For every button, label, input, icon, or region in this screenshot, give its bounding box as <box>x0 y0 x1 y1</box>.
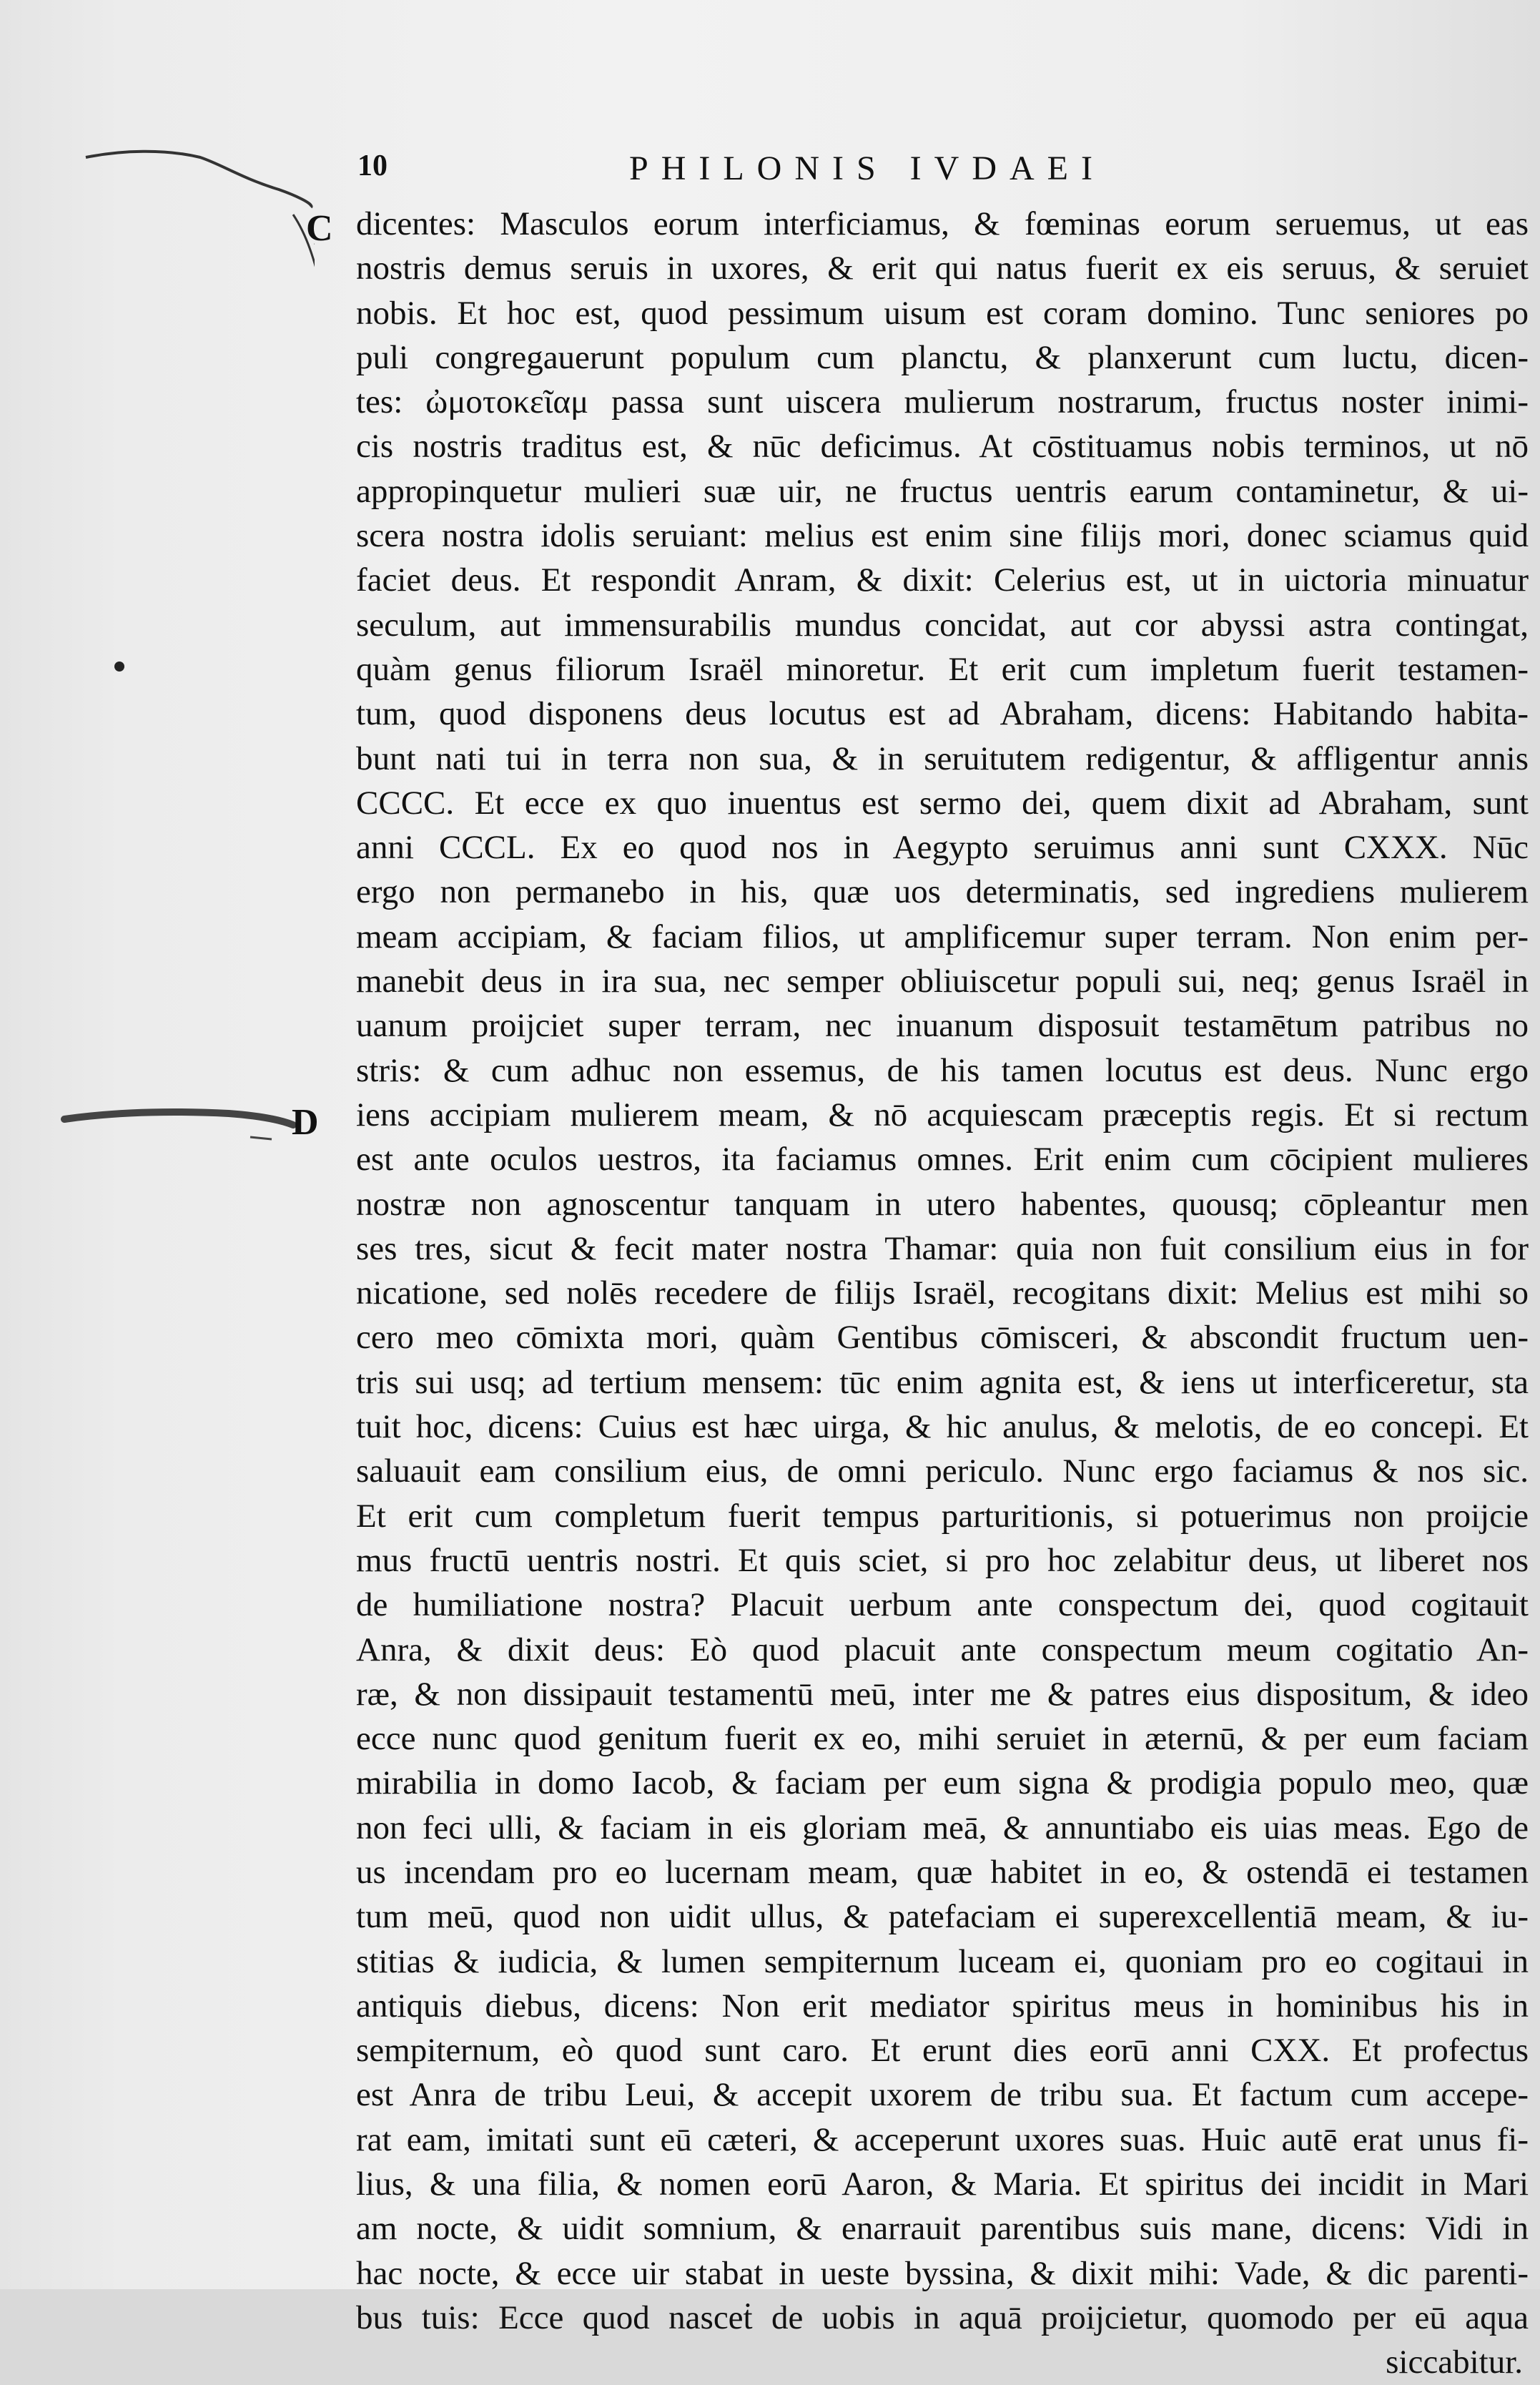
page-number: 10 <box>357 149 388 182</box>
text-line: meam accipiam, & faciam filios, ut amplificemur super terram. Non enim per- <box>356 918 1529 955</box>
text-line: antiquis diebus, dicens: Non erit mediator spiritus meus in hominibus his in <box>356 1987 1529 2025</box>
text-line: hac nocte, & ecce uir stabat in ueste byssina, & dixit mihi: Vade, & dic parenti- <box>356 2254 1529 2292</box>
text-line: stris: & cum adhuc non essemus, de his tamen locutus est deus. Nunc ergo <box>356 1051 1529 1089</box>
text-line: ses tres, sicut & fecit mater nostra Thamar: quia non fuit consilium eius in for <box>356 1229 1529 1267</box>
pen-stroke-lower <box>57 1098 300 1148</box>
text-line: Anra, & dixit deus: Eò quod placuit ante conspectum meum cogitatio An- <box>356 1631 1529 1668</box>
text-line: puli congregauerunt populum cum planctu, & planxerunt cum luctu, dicen- <box>356 338 1529 376</box>
text-line: us incendam pro eo lucernam meam, quæ habitet in eo, & ostendā ei testamen <box>356 1853 1529 1891</box>
text-line: tum meū, quod non uidit ullus, & patefaciam ei superexcellentiā meam, & iu- <box>356 1898 1529 1936</box>
text-line: uanum proijciet super terram, nec inuanum disposuit testamētum patribus no <box>356 1007 1529 1045</box>
text-line: dicentes: Masculos eorum interficiamus, & fœminas eorum seruemus, ut eas <box>356 205 1529 242</box>
text-line: est Anra de tribu Leui, & accepit uxorem de tribu sua. Et factum cum accepe- <box>356 2076 1529 2114</box>
text-line: nostris demus seruis in uxores, & erit qui natus fuerit ex eis seruus, & seruiet <box>356 250 1529 287</box>
text-line: seculum, aut immensurabilis mundus concidat, aut cor abyssi astra contingat, <box>356 606 1529 644</box>
text-line: stitias & iudicia, & lumen sempiternum luceam ei, quoniam pro eo cogitaui in <box>356 1942 1529 1980</box>
text-line: ræ, & non dissipauit testamentū meū, inter me & patres eius dispositum, & ideo <box>356 1675 1529 1713</box>
text-line: siccabitur. <box>1386 2344 1523 2381</box>
text-line: quàm genus filiorum Israël minoretur. Et erit cum impletum fuerit testamen- <box>356 650 1529 688</box>
text-line: rat eam, imitati sunt eū cæteri, & acceperunt uxores suas. Huic autē erat unus fi- <box>356 2120 1529 2158</box>
text-line: bunt nati tui in terra non sua, & in seruitutem redigentur, & affligentur annis <box>356 739 1529 777</box>
margin-letter-d: D <box>292 1102 319 1143</box>
text-line: tris sui usq; ad tertium mensem: tūc enim agnita est, & iens ut interficeretur, sta <box>356 1363 1529 1401</box>
text-line: ergo non permanebo in his, quæ uos determinatis, sed ingrediens mulierem <box>356 873 1529 911</box>
running-head: PHILONIS IVDAEI <box>629 149 1105 187</box>
text-line: mus fructū uentris nostri. Et quis sciet, si pro hoc zelabitur deus, ut liberet nos <box>356 1541 1529 1579</box>
text-line: bus tuis: Ecce quod nasceṫ de uobis in aquā proijcietur, quomodo per eū aqua <box>356 2298 1529 2336</box>
text-line: anni CCCL. Ex eo quod nos in Aegypto seruimus anni sunt CXXX. Nūc <box>356 829 1529 867</box>
text-line: tes: ὠμοτοκεῖαμ passa sunt uiscera mulierum nostrarum, fructus noster inimi- <box>356 383 1529 421</box>
margin-letter-c: C <box>306 208 333 249</box>
text-line: CCCC. Et ecce ex quo inuentus est sermo dei, quem dixit ad Abraham, sunt <box>356 784 1529 822</box>
text-line: saluauit eam consilium eius, de omni periculo. Nunc ergo faciamus & nos sic. <box>356 1452 1529 1490</box>
text-line: non feci ulli, & faciam in eis gloriam meā, & annuntiabo eis uias meas. Ego de <box>356 1809 1529 1846</box>
text-line: mirabilia in domo Iacob, & faciam per eum signa & prodigia populo meo, quæ <box>356 1764 1529 1802</box>
text-line: manebit deus in ira sua, nec semper obliuiscetur populi sui, neq; genus Israël in <box>356 963 1529 1000</box>
page-header <box>357 149 1537 206</box>
ink-spot <box>114 662 124 672</box>
text-line: tum, quod disponens deus locutus est ad Abraham, dicens: Habitando habita- <box>356 695 1529 733</box>
text-line: de humiliatione nostra? Placuit uerbum ante conspectum dei, quod cogitauit <box>356 1586 1529 1624</box>
text-line: iens accipiam mulierem meam, & nō acquiescam præceptis regis. Et si rectum <box>356 1096 1529 1134</box>
text-line: am nocte, & uidit somnium, & enarrauit parentibus suis mane, dicens: Vidi in <box>356 2210 1529 2248</box>
text-line: nicatione, sed nolēs recedere de filijs Israël, recogitans dixit: Melius est mihi so <box>356 1274 1529 1312</box>
body-text <box>356 202 1529 2385</box>
text-line: sempiternum, eò quod sunt caro. Et erunt dies eorū anni CXX. Et profectus <box>356 2032 1529 2070</box>
text-line: cero meo cōmixta mori, quàm Gentibus cōmisceri, & abscondit fructum uen- <box>356 1319 1529 1357</box>
pen-stroke-upper <box>79 136 315 293</box>
text-line: nobis. Et hoc est, quod pessimum uisum est coram domino. Tunc seniores po <box>356 294 1529 332</box>
text-line: Et erit cum completum fuerit tempus parturitionis, si potuerimus non proijcie <box>356 1497 1529 1535</box>
text-line: appropinquetur mulieri suæ uir, ne fructus uentris earum contaminetur, & ui- <box>356 472 1529 510</box>
text-line: lius, & una filia, & nomen eorū Aaron, & Maria. Et spiritus dei incidit in Mari <box>356 2165 1529 2203</box>
text-line: ecce nunc quod genitum fuerit ex eo, mihi seruiet in æternū, & per eum faciam <box>356 1720 1529 1758</box>
text-line: est ante oculos uestros, ita faciamus omnes. Erit enim cum cōcipient mulieres <box>356 1141 1529 1179</box>
text-line: nostræ non agnoscentur tanquam in utero habentes, quousq; cōpleantur men <box>356 1185 1529 1223</box>
text-line: faciet deus. Et respondit Anram, & dixit: Celerius est, ut in uictoria minuatur <box>356 561 1529 599</box>
text-line: cis nostris traditus est, & nūc deficimus. At cōstituamus nobis terminos, ut nō <box>356 428 1529 466</box>
text-line: scera nostra idolis seruiant: melius est enim sine filijs mori, donec sciamus quid <box>356 517 1529 555</box>
text-line: tuit hoc, dicens: Cuius est hæc uirga, & hic anulus, & melotis, de eo concepi. Et <box>356 1408 1529 1446</box>
